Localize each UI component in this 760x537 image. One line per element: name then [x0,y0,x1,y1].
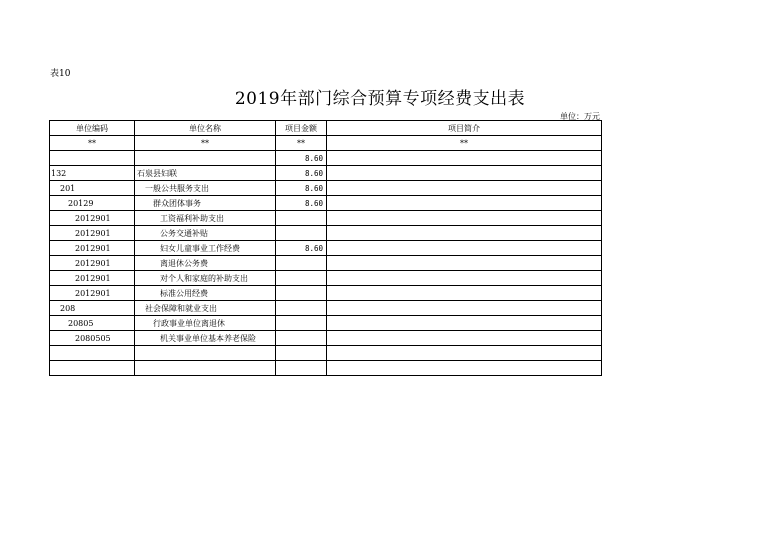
unit-code-cell: 20805 [50,316,135,331]
unit-code-cell: 2012901 [50,271,135,286]
unit-name-cell: 离退休公务费 [135,256,276,271]
project-description-cell [327,346,602,361]
header-unit-name: 单位名称 [135,121,276,136]
unit-code-cell: 2012901 [50,256,135,271]
subheader-cell: ** [50,136,135,151]
project-amount-cell: 8.60 [276,181,327,196]
unit-name-cell: 对个人和家庭的补助支出 [135,271,276,286]
project-amount-cell: 8.60 [276,151,327,166]
project-amount-cell [276,256,327,271]
unit-name-cell: 石泉县妇联 [135,166,276,181]
table-row [50,316,602,331]
unit-name-cell [135,346,276,361]
project-amount-cell [276,331,327,346]
budget-table-body [50,121,602,376]
table-row [50,226,602,241]
project-amount-cell [276,301,327,316]
unit-code-cell [50,346,135,361]
table-row [50,211,602,226]
unit-name-cell: 机关事业单位基本养老保险 [135,331,276,346]
table-row [50,301,602,316]
subheader-cell: ** [327,136,602,151]
table-row [50,256,602,271]
table-row [50,166,602,181]
project-amount-cell: 8.60 [276,196,327,211]
header-project-description: 项目简介 [327,121,602,136]
table-row [50,286,602,301]
unit-label: 单位：万元 [560,112,600,121]
table-row [50,331,602,346]
unit-name-cell: 工资福利补助支出 [135,211,276,226]
unit-code-cell: 201 [50,181,135,196]
table-row [50,196,602,211]
subheader-cell: ** [276,136,327,151]
project-description-cell [327,211,602,226]
unit-name-cell: 群众团体事务 [135,196,276,211]
project-description-cell [327,241,602,256]
table-row [50,181,602,196]
project-description-cell [327,151,602,166]
project-amount-cell [276,346,327,361]
project-description-cell [327,301,602,316]
project-amount-cell [276,286,327,301]
project-amount-cell [276,211,327,226]
project-amount-cell: 8.60 [276,166,327,181]
unit-name-cell: 行政事业单位离退休 [135,316,276,331]
project-description-cell [327,316,602,331]
project-description-cell [327,286,602,301]
table-row [50,241,602,256]
table-number: 表10 [50,69,71,79]
unit-code-cell: 208 [50,301,135,316]
unit-code-cell: 132 [50,166,135,181]
project-amount-cell [276,316,327,331]
header-unit-code: 单位编码 [50,121,135,136]
project-description-cell [327,226,602,241]
project-amount-cell: 8.60 [276,241,327,256]
header-project-amount: 项目金额 [276,121,327,136]
project-description-cell [327,271,602,286]
unit-name-cell: 一般公共服务支出 [135,181,276,196]
project-description-cell [327,361,602,376]
unit-name-cell [135,361,276,376]
header-row [50,121,602,136]
project-amount-cell [276,271,327,286]
unit-code-cell: 2012901 [50,286,135,301]
table-row [50,361,602,376]
project-description-cell [327,181,602,196]
unit-code-cell: 2080505 [50,331,135,346]
unit-name-cell: 社会保障和就业支出 [135,301,276,316]
project-description-cell [327,331,602,346]
project-amount-cell [276,226,327,241]
project-description-cell [327,256,602,271]
unit-code-cell: 2012901 [50,241,135,256]
unit-code-cell: 20129 [50,196,135,211]
budget-table [49,120,602,376]
unit-name-cell [135,151,276,166]
unit-name-cell: 标准公用经费 [135,286,276,301]
subheader-row [50,136,602,151]
project-description-cell [327,196,602,211]
page-title: 2019年部门综合预算专项经费支出表 [234,89,526,109]
project-amount-cell [276,361,327,376]
project-description-cell [327,166,602,181]
table-row [50,271,602,286]
unit-name-cell: 公务交通补贴 [135,226,276,241]
unit-code-cell: 2012901 [50,226,135,241]
unit-name-cell: 妇女儿童事业工作经费 [135,241,276,256]
subheader-cell: ** [135,136,276,151]
unit-code-cell: 2012901 [50,211,135,226]
unit-code-cell [50,361,135,376]
table-row [50,151,602,166]
unit-code-cell [50,151,135,166]
table-row [50,346,602,361]
